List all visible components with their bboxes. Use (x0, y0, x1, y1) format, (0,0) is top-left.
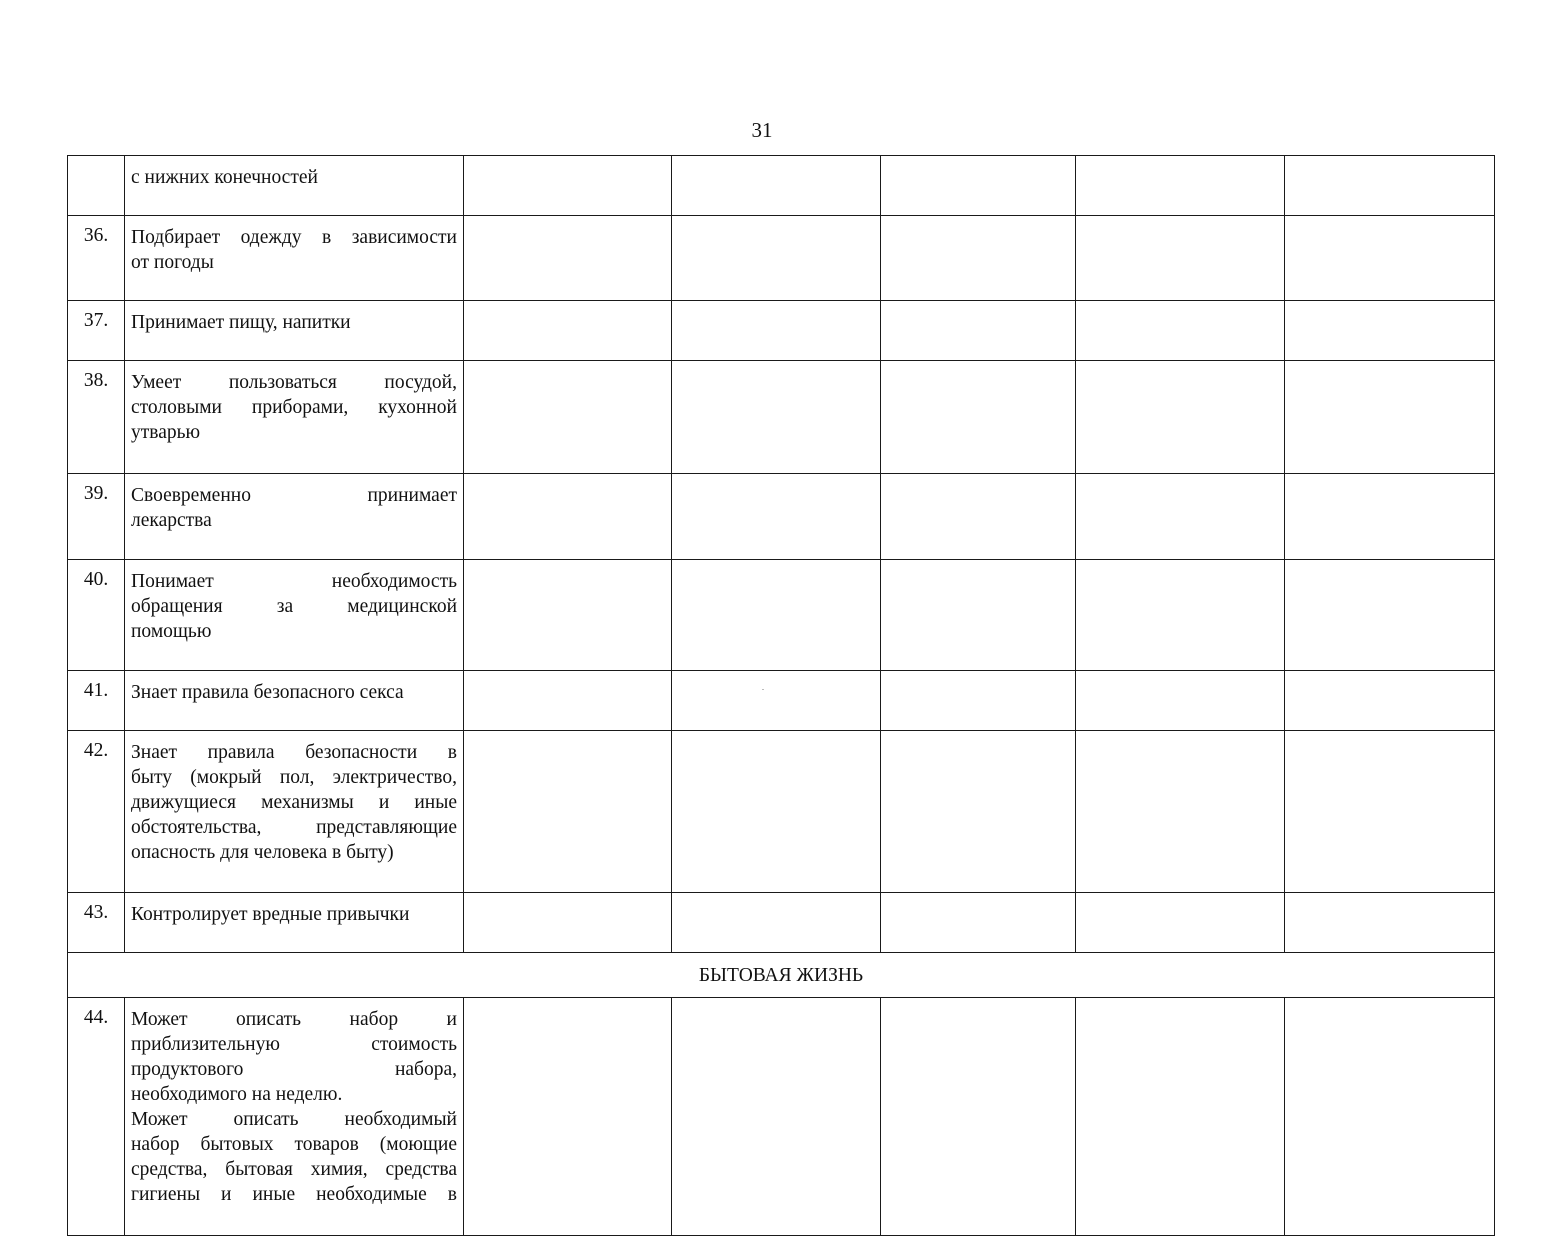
row-number: 44. (68, 998, 125, 1236)
row-description (125, 474, 464, 560)
row-description (125, 893, 464, 953)
table-row (68, 893, 1495, 953)
assessment-cell[interactable] (672, 893, 881, 953)
assessment-cell[interactable] (1285, 216, 1495, 301)
assessment-cell[interactable] (1076, 474, 1285, 560)
assessment-cell[interactable] (881, 731, 1076, 893)
assessment-cell[interactable] (1076, 731, 1285, 893)
row-description (125, 361, 464, 474)
description-line: лекарства (131, 510, 212, 531)
table-row (68, 216, 1495, 301)
assessment-cell[interactable] (672, 560, 881, 671)
row-number: 37. (68, 301, 125, 361)
assessment-cell[interactable] (464, 216, 672, 301)
assessment-cell[interactable] (1285, 731, 1495, 893)
row-description (125, 671, 464, 731)
assessment-cell[interactable] (464, 361, 672, 474)
row-number: 41. (68, 671, 125, 731)
table-row (68, 301, 1495, 361)
assessment-cell[interactable] (1285, 301, 1495, 361)
assessment-cell[interactable] (1076, 301, 1285, 361)
assessment-cell[interactable] (672, 301, 881, 361)
assessment-cell[interactable] (1285, 361, 1495, 474)
page-number: 31 (751, 118, 773, 142)
description-line: от погоды (131, 252, 214, 273)
assessment-cell[interactable] (464, 156, 672, 216)
description-line: набор бытовых товаров (моющие (131, 1134, 457, 1155)
description-line: быту (мокрый пол, электричество, (131, 767, 457, 788)
assessment-cell[interactable] (881, 301, 1076, 361)
row-description (125, 301, 464, 361)
description-line: Умеет пользоваться посудой, (131, 372, 457, 393)
assessment-cell[interactable] (1076, 893, 1285, 953)
assessment-cell[interactable] (881, 156, 1076, 216)
description-line: Может описать набор и (131, 1009, 457, 1030)
description-line: Понимает необходимость (131, 571, 457, 592)
description-line: необходимого на неделю. (131, 1084, 343, 1105)
assessment-cell[interactable] (1076, 560, 1285, 671)
assessment-cell[interactable] (672, 671, 881, 731)
description-line: средства, бытовая химия, средства (131, 1159, 457, 1180)
assessment-cell[interactable] (881, 361, 1076, 474)
assessment-cell[interactable] (881, 216, 1076, 301)
description-line: Знает правила безопасного секса (131, 682, 404, 703)
assessment-cell[interactable] (1285, 560, 1495, 671)
assessment-cell[interactable] (1076, 156, 1285, 216)
assessment-cell[interactable] (464, 560, 672, 671)
row-number: 39. (68, 474, 125, 560)
assessment-cell[interactable] (881, 474, 1076, 560)
table-row (68, 671, 1495, 731)
description-line: Контролирует вредные привычки (131, 904, 410, 925)
row-number (68, 156, 125, 216)
assessment-cell[interactable] (881, 560, 1076, 671)
section-title: БЫТОВАЯ ЖИЗНЬ (68, 953, 1495, 998)
description-line: столовыми приборами, кухонной (131, 397, 457, 418)
table-row (68, 361, 1495, 474)
description-line: обращения за медицинской (131, 596, 457, 617)
assessment-cell[interactable] (672, 731, 881, 893)
assessment-cell[interactable] (1285, 671, 1495, 731)
description-line: Может описать необходимый (131, 1109, 457, 1130)
description-line: Подбирает одежду в зависимости (131, 227, 457, 248)
description-line: Своевременно принимает (131, 485, 457, 506)
row-number: 36. (68, 216, 125, 301)
row-number: 42. (68, 731, 125, 893)
row-number: 38. (68, 361, 125, 474)
description-line: с нижних конечностей (131, 167, 318, 188)
assessment-cell[interactable] (1285, 893, 1495, 953)
row-description (125, 156, 464, 216)
assessment-cell[interactable] (672, 216, 881, 301)
assessment-cell[interactable] (1076, 216, 1285, 301)
description-line: утварью (131, 422, 201, 443)
assessment-cell[interactable] (464, 893, 672, 953)
description-line: опасность для человека в быту) (131, 842, 394, 863)
row-description (125, 731, 464, 893)
row-number: 43. (68, 893, 125, 953)
assessment-table (67, 155, 1495, 1236)
description-line: приблизительную стоимость (131, 1034, 457, 1055)
assessment-cell[interactable] (672, 156, 881, 216)
assessment-cell[interactable] (1285, 474, 1495, 560)
assessment-cell[interactable] (881, 893, 1076, 953)
table-row (68, 731, 1495, 893)
description-line: гигиены и иные необходимые в (131, 1184, 457, 1205)
assessment-cell[interactable] (464, 671, 672, 731)
description-line: Знает правила безопасности в (131, 742, 457, 763)
assessment-cell[interactable] (672, 361, 881, 474)
assessment-cell[interactable] (1285, 156, 1495, 216)
scan-speck (762, 689, 764, 690)
assessment-cell[interactable] (672, 474, 881, 560)
assessment-cell[interactable] (881, 671, 1076, 731)
table-row (68, 560, 1495, 671)
description-line: продуктового набора, (131, 1059, 457, 1080)
assessment-cell[interactable] (1076, 671, 1285, 731)
description-line: обстоятельства, представляющие (131, 817, 457, 838)
table-row (68, 474, 1495, 560)
assessment-cell[interactable] (1076, 361, 1285, 474)
row-description (125, 560, 464, 671)
row-description (125, 216, 464, 301)
assessment-cell[interactable] (464, 474, 672, 560)
description-line: помощью (131, 621, 212, 642)
row-number: 40. (68, 560, 125, 671)
description-line: Принимает пищу, напитки (131, 312, 351, 333)
description-line: движущиеся механизмы и иные (131, 792, 457, 813)
assessment-cell[interactable] (464, 301, 672, 361)
section-row (68, 953, 1495, 998)
table-row (68, 156, 1495, 216)
assessment-cell[interactable] (464, 731, 672, 893)
